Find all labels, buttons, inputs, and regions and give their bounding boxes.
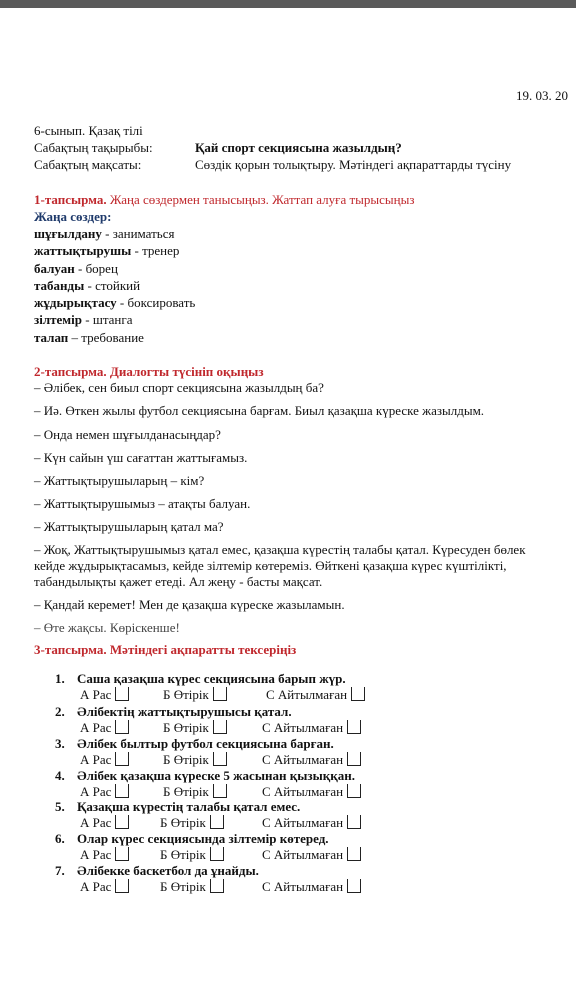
quiz-number: 4.: [55, 768, 65, 783]
answer-checkbox[interactable]: [210, 847, 224, 861]
option-false[interactable]: [160, 815, 224, 831]
answer-checkbox[interactable]: [213, 752, 227, 766]
quiz-statement: Олар күрес секциясында зілтемір көтеред.: [77, 831, 329, 846]
vocab-word: балуан: [34, 261, 75, 276]
answer-checkbox[interactable]: [213, 784, 227, 798]
option-label: А Рас: [80, 687, 112, 702]
option-label: Б Өтірік: [163, 752, 209, 767]
vocab-item: [34, 278, 140, 294]
option-label: С Айтылмаған: [262, 879, 344, 894]
vocab-translation: - тренер: [131, 243, 180, 258]
vocab-item: [34, 295, 195, 311]
option-label: А Рас: [80, 720, 112, 735]
answer-checkbox[interactable]: [347, 784, 361, 798]
option-false[interactable]: [160, 847, 224, 863]
answer-checkbox[interactable]: [351, 687, 365, 701]
task1-title-bold: 1-тапсырма.: [34, 192, 107, 207]
option-not-stated[interactable]: [266, 687, 365, 703]
option-label: А Рас: [80, 847, 112, 862]
answer-checkbox[interactable]: [347, 720, 361, 734]
option-not-stated[interactable]: [262, 720, 361, 736]
option-not-stated[interactable]: [262, 847, 361, 863]
quiz-number: 5.: [55, 799, 65, 814]
vocab-word: жұдырықтасу: [34, 295, 117, 310]
option-label: Б Өтірік: [160, 815, 206, 830]
quiz-number: 2.: [55, 704, 65, 719]
class-subject: 6-сынып. Қазақ тілі: [34, 123, 143, 138]
goal-value: Сөздік қорын толықтыру. Мәтіндегі ақпараттарды түсіну: [195, 157, 512, 172]
answer-checkbox[interactable]: [115, 784, 129, 798]
dialog-line: кейде жұдырықтасамыз, кейде зілтемір көтереміз. Өйткені қазақша күрес күштілікті,: [34, 558, 507, 573]
option-false[interactable]: [163, 720, 227, 736]
quiz-statement: Саша қазақша күрес секциясына барып жүр.: [77, 671, 346, 686]
answer-checkbox[interactable]: [115, 752, 129, 766]
quiz-statement: Қазақша күрестің талабы қатал емес.: [77, 799, 301, 814]
answer-checkbox[interactable]: [210, 879, 224, 893]
dialog-line: – Иә. Өткен жылы футбол секциясына барғам. Биыл қазақша күреске жазылдым.: [34, 403, 485, 418]
answer-checkbox[interactable]: [213, 720, 227, 734]
option-false[interactable]: [160, 879, 224, 895]
vocab-word: талап: [34, 330, 69, 345]
option-true[interactable]: [80, 815, 129, 831]
vocab-item: [34, 226, 174, 242]
answer-checkbox[interactable]: [347, 879, 361, 893]
option-label: Б Өтірік: [160, 879, 206, 894]
vocab-word: шұғылдану: [34, 226, 102, 241]
answer-checkbox[interactable]: [115, 687, 129, 701]
option-label: С Айтылмаған: [262, 752, 344, 767]
option-label: С Айтылмаған: [262, 847, 344, 862]
option-true[interactable]: [80, 752, 129, 768]
option-label: Б Өтірік: [163, 720, 209, 735]
quiz-statement: Әлібектің жаттықтырушысы қатал.: [77, 704, 292, 719]
option-label: Б Өтірік: [163, 784, 209, 799]
vocab-translation: - борец: [74, 261, 118, 276]
goal-label: Сабақтың мақсаты:: [34, 157, 142, 172]
option-not-stated[interactable]: [262, 879, 361, 895]
answer-checkbox[interactable]: [347, 752, 361, 766]
vocab-word: жаттықтырушы: [34, 243, 132, 258]
option-label: Б Өтірік: [163, 687, 209, 702]
document-date: 19. 03. 20: [516, 88, 568, 103]
vocab-translation: – требование: [68, 330, 144, 345]
answer-checkbox[interactable]: [115, 815, 129, 829]
dialog-line: – Жаттықтырушыларың қатал ма?: [34, 519, 224, 534]
quiz-number: 6.: [55, 831, 65, 846]
dialog-line: – Қандай керемет! Мен де қазақша күреске жазыламын.: [34, 597, 345, 612]
task1-title-rest: Жаңа сөздермен танысыңыз. Жаттап алуға тырысыңыз: [106, 192, 415, 207]
option-label: А Рас: [80, 879, 112, 894]
dialog-line: – Күн сайын үш сағаттан жаттығамыз.: [34, 450, 248, 465]
option-label: С Айтылмаған: [266, 687, 348, 702]
vocab-word: табанды: [34, 278, 85, 293]
vocab-word: зілтемір: [34, 312, 82, 327]
task3-title: 3-тапсырма. Мәтіндегі ақпаратты тексеріңіз: [34, 642, 297, 657]
vocab-translation: - штанга: [81, 312, 133, 327]
option-true[interactable]: [80, 784, 129, 800]
vocab-item: [34, 312, 133, 328]
vocab-translation: - заниматься: [101, 226, 175, 241]
answer-checkbox[interactable]: [347, 847, 361, 861]
vocab-item: [34, 243, 179, 259]
option-label: Б Өтірік: [160, 847, 206, 862]
top-border: [0, 0, 576, 8]
dialog-line: – Өте жақсы. Көріскенше!: [34, 620, 180, 635]
answer-checkbox[interactable]: [115, 720, 129, 734]
option-label: С Айтылмаған: [262, 815, 344, 830]
option-true[interactable]: [80, 879, 129, 895]
vocab-item: [34, 261, 118, 277]
quiz-number: 3.: [55, 736, 65, 751]
dialog-line: – Онда немен шұғылданасыңдар?: [34, 427, 221, 442]
quiz-statement: Әлібекке баскетбол да ұнайды.: [77, 863, 259, 878]
dialog-line: табандылықты қажет етеді. Ал жеңу - басты мақсат.: [34, 574, 323, 589]
dialog-line: – Жоқ, Жаттықтырушымыз қатал емес, қазақша күрестің талабы қатал. Күресуден бөлек: [34, 542, 526, 557]
answer-checkbox[interactable]: [210, 815, 224, 829]
option-false[interactable]: [163, 784, 227, 800]
dialog-line: – Жаттықтырушымыз – атақты балуан.: [34, 496, 251, 511]
option-true[interactable]: [80, 687, 129, 703]
option-label: А Рас: [80, 784, 112, 799]
dialog-line: – Жаттықтырушыларың – кім?: [34, 473, 205, 488]
task1-title: [34, 192, 414, 208]
vocab-translation: - боксировать: [116, 295, 196, 310]
option-label: С Айтылмаған: [262, 720, 344, 735]
quiz-statement: Әлібек былтыр футбол секциясына барған.: [77, 736, 334, 751]
option-label: С Айтылмаған: [262, 784, 344, 799]
option-false[interactable]: [163, 752, 227, 768]
answer-checkbox[interactable]: [213, 687, 227, 701]
option-false[interactable]: [163, 687, 227, 703]
quiz-statement: Әлібек қазақша күреске 5 жасынан қызыққан.: [77, 768, 355, 783]
topic-value: Қай спорт секциясына жазылдың?: [195, 140, 402, 155]
option-label: А Рас: [80, 815, 112, 830]
topic-label: Сабақтың тақырыбы:: [34, 140, 153, 155]
task1-subtitle: Жаңа сөздер:: [34, 209, 112, 224]
option-true[interactable]: [80, 720, 129, 736]
answer-checkbox[interactable]: [115, 847, 129, 861]
quiz-number: 7.: [55, 863, 65, 878]
answer-checkbox[interactable]: [347, 815, 361, 829]
quiz-number: 1.: [55, 671, 65, 686]
vocab-item: [34, 330, 144, 346]
dialog-line: – Әлібек, сен биыл спорт секциясына жазылдың ба?: [34, 380, 324, 395]
vocab-translation: - стойкий: [84, 278, 141, 293]
task2-title: 2-тапсырма. Диалогты түсініп оқыңыз: [34, 364, 264, 379]
option-not-stated[interactable]: [262, 815, 361, 831]
answer-checkbox[interactable]: [115, 879, 129, 893]
option-label: А Рас: [80, 752, 112, 767]
option-true[interactable]: [80, 847, 129, 863]
option-not-stated[interactable]: [262, 752, 361, 768]
option-not-stated[interactable]: [262, 784, 361, 800]
